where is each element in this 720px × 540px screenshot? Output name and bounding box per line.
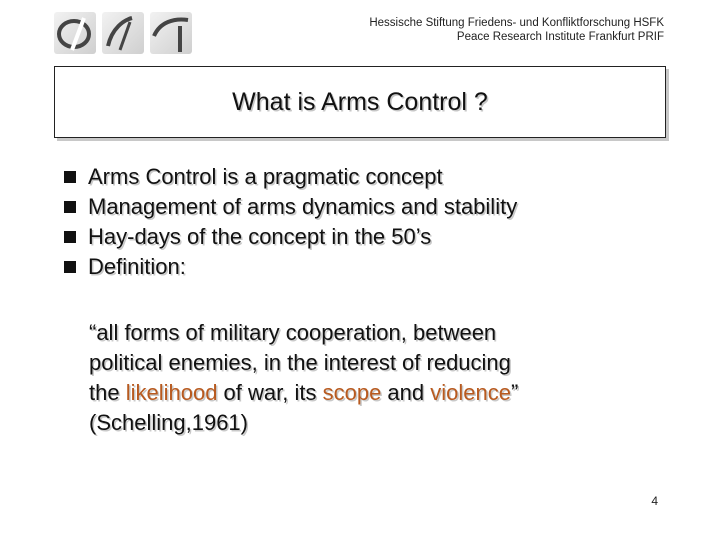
bullet-list xyxy=(64,162,684,282)
quote-line-1: “all forms of military cooperation, between xyxy=(89,320,497,345)
org-line-2: Peace Research Institute Frankfurt PRIF xyxy=(456,31,664,43)
slide-title: What is Arms Control ? xyxy=(232,87,488,116)
quote-text: of war, its xyxy=(217,380,323,405)
quote-line-3 xyxy=(89,378,669,408)
square-bullet-icon xyxy=(64,231,76,243)
bullet-item xyxy=(64,252,684,282)
hsfk-logo xyxy=(54,12,192,54)
quote-line-2: political enemies, in the interest of reducing xyxy=(89,350,511,375)
logo-tile-3 xyxy=(150,12,192,54)
square-bullet-icon xyxy=(64,201,76,213)
highlight-scope: scope xyxy=(322,380,382,405)
logo-tile-2 xyxy=(102,12,144,54)
quote-citation: (Schelling,1961) xyxy=(89,410,248,435)
bullet-text: Hay-days of the concept in the 50’s xyxy=(88,224,432,249)
bullet-item xyxy=(64,222,684,252)
quote-text: the xyxy=(89,380,126,405)
bullet-text: Definition: xyxy=(88,254,186,279)
square-bullet-icon xyxy=(64,261,76,273)
title-box xyxy=(54,66,666,138)
highlight-likelihood: likelihood xyxy=(125,380,218,405)
bullet-text: Arms Control is a pragmatic concept xyxy=(88,164,443,189)
bullet-item xyxy=(64,162,684,192)
organization-header xyxy=(369,16,664,44)
bullet-text: Management of arms dynamics and stability xyxy=(88,194,518,219)
highlight-violence: violence xyxy=(430,380,511,405)
org-line-1: Hessische Stiftung Friedens- und Konfliktforschung HSFK xyxy=(369,17,664,29)
quote-text: ” xyxy=(510,380,519,405)
page-number: 4 xyxy=(651,494,658,508)
quote-text: and xyxy=(381,380,431,405)
bullet-item xyxy=(64,192,684,222)
square-bullet-icon xyxy=(64,171,76,183)
definition-quote xyxy=(89,318,669,438)
logo-tile-1 xyxy=(54,12,96,54)
